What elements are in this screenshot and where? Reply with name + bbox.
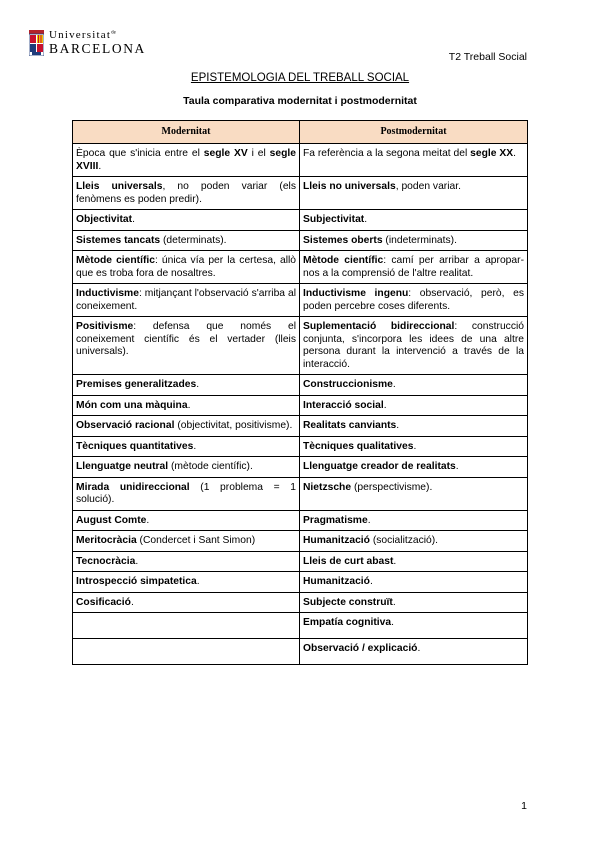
university-shield-icon [29,30,44,56]
table-row [73,510,528,531]
bold-term: Lleis de curt abast [303,555,394,567]
cell-text: (objectivitat, positivisme). [174,420,293,431]
postmodernitat-cell [300,510,528,531]
header-modernitat: Modernitat [73,121,300,144]
postmodernitat-cell [300,210,528,231]
modernitat-cell [73,436,300,457]
postmodernitat-cell [300,639,528,665]
postmodernitat-cell [300,317,528,375]
modernitat-cell [73,251,300,284]
cell-text: : observació, però, es poden percebre coses diferents. [303,288,524,312]
modernitat-cell [73,375,300,396]
modernitat-cell [73,210,300,231]
table-row [73,251,528,284]
modernitat-cell [73,177,300,210]
modernitat-cell [73,639,300,665]
table-row [73,395,528,416]
cell-text: . [130,596,134,608]
cell-text: . [196,379,200,390]
postmodernitat-cell [300,551,528,572]
table-row [73,639,528,665]
cell-text: , no poden variar (els fenòmens es poden predir). [76,181,296,205]
modernitat-cell [73,395,300,416]
table-row [73,613,528,639]
modernitat-cell [73,551,300,572]
bold-term: Humanització [303,576,370,587]
modernitat-cell [73,416,300,437]
postmodernitat-cell [300,375,528,396]
modernitat-cell [73,572,300,593]
cell-text: . [187,399,191,411]
cell-text: , poden variar. [395,181,461,192]
modernitat-cell [73,457,300,478]
cell-text: . [364,214,368,225]
cell-text: . [383,399,387,411]
table-row [73,210,528,231]
cell-text: . [391,617,394,628]
modernitat-cell [73,230,300,251]
cell-text: . [393,555,397,567]
table-row [73,144,528,177]
cell-text: (socialització). [369,535,439,546]
bold-term: Suplementació bidireccional [303,321,455,332]
modernitat-cell [73,477,300,510]
modernitat-cell [73,317,300,375]
postmodernitat-cell [300,436,528,457]
bold-term: Observació / explicació [303,643,418,654]
comparison-table [72,120,528,665]
table-row [73,572,528,593]
bold-term: segle XVIII [76,148,296,172]
table-row [73,375,528,396]
cell-text: . [132,214,135,225]
bold-term: Subjecte construït [303,596,393,608]
university-logo [29,30,146,56]
cell-text: (mètode científic). [168,461,253,472]
table-header-row [73,121,528,144]
table-row [73,284,528,317]
table-row [73,592,528,613]
postmodernitat-cell [300,395,528,416]
bold-term: Llenguatge creador de realitats [303,461,456,472]
bold-term: Inductivisme ingenu [303,288,409,299]
postmodernitat-cell [300,230,528,251]
course-label: T2 Treball Social [448,51,527,63]
bold-term: Interacció social [303,399,384,411]
bold-term: Lleis no universals [303,181,396,192]
bold-term: Observació racional [76,420,175,431]
cell-text: . [455,461,459,472]
cell-text: . [413,440,417,452]
bold-term: Subjectivitat [303,214,365,225]
postmodernitat-cell [300,177,528,210]
logo-line1-sup: de [111,30,116,36]
cell-text: (determinats). [160,234,227,246]
bold-term: Tecnocràcia [76,555,136,567]
table-row [73,457,528,478]
cell-text: : defensa que només el coneixement científic és el vertader (lleis universals). [76,321,296,357]
bold-term: Meritocràcia [76,535,137,546]
cell-text: . [98,160,102,172]
postmodernitat-cell [300,144,528,177]
bold-term: Lleis universals [76,181,163,192]
table-row [73,551,528,572]
table-row [73,177,528,210]
cell-text: . [396,420,400,431]
bold-term: Tècniques quantitatives [76,440,194,452]
cell-text: . [392,596,396,608]
cell-text: . [369,576,373,587]
page-subtitle: Taula comparativa modernitat i postmodernitat [183,95,417,107]
cell-text: (indeterminats). [382,234,457,246]
cell-text: . [392,379,396,390]
bold-term: Cosificació [76,596,131,608]
bold-term: Sistemes tancats [76,234,161,246]
bold-term: Humanització [303,535,370,546]
cell-text: . [417,643,421,654]
postmodernitat-cell [300,251,528,284]
table-row [73,477,528,510]
cell-text: : camí per arribar a apropar-nos a la comprensió de l'altre realitat. [303,255,524,279]
table-body [73,144,528,665]
cell-text: : única vía per la certesa, allò que es troba fora de nosaltres. [76,255,297,279]
postmodernitat-cell [300,572,528,593]
postmodernitat-cell [300,531,528,552]
postmodernitat-cell [300,457,528,478]
logo-line2: BARCELONA [49,41,146,57]
modernitat-cell [73,592,300,613]
cell-text: Fa referència a la segona meitat del [303,148,471,159]
bold-term: Nietzsche [303,481,352,493]
bold-term: Mirada unidireccional [76,481,190,493]
cell-text: . [196,576,200,587]
bold-term: Realitats canviants [303,420,397,431]
bold-term: Llenguatge neutral [76,461,169,472]
postmodernitat-cell [300,284,528,317]
bold-term: Mètode científic [76,255,155,266]
table-row [73,436,528,457]
cell-text: (Condercet i Sant Simon) [136,535,256,546]
cell-text: . [367,514,371,526]
cell-text: . [146,514,150,526]
cell-text: Època que s'inicia entre el [76,148,204,159]
modernitat-cell [73,510,300,531]
modernitat-cell [73,613,300,639]
postmodernitat-cell [300,477,528,510]
logo-line1: Universitat [49,29,112,42]
table-row [73,531,528,552]
table-row [73,317,528,375]
cell-text: : mitjançant l'observació s'arriba al coneixement. [76,288,296,312]
bold-term: segle XV [203,148,248,159]
cell-text: . [513,148,516,159]
cell-text: (1 problema = 1 solució). [76,481,296,505]
header-postmodernitat: Postmodernitat [300,121,528,144]
cell-text: i el [247,148,270,159]
postmodernitat-cell [300,416,528,437]
bold-term: Premises generalitzades [76,379,197,390]
bold-term: Construccionisme [303,379,393,390]
table-row [73,416,528,437]
bold-term: Empatía cognitiva [303,617,392,628]
bold-term: Món com una màquina [76,399,188,411]
bold-term: Positivisme [76,321,134,332]
bold-term: segle XX [470,148,514,159]
modernitat-cell [73,531,300,552]
bold-term: Introspecció simpatetica [76,576,197,587]
modernitat-cell [73,284,300,317]
bold-term: Mètode científic [303,255,384,266]
page-number: 1 [521,800,527,812]
table-row [73,230,528,251]
cell-text: : construcció conjunta, s'incorpora les idees de una altre persona durant la intervenció a través de la interacció. [303,321,524,370]
bold-term: Objectivitat [76,214,133,225]
modernitat-cell [73,144,300,177]
bold-term: Pragmatisme [303,514,368,526]
postmodernitat-cell [300,613,528,639]
bold-term: August Comte [76,514,147,526]
cell-text: . [135,555,139,567]
bold-term: Inductivisme [76,288,139,299]
page-title: EPISTEMOLOGIA DEL TREBALL SOCIAL [190,72,410,84]
cell-text: . [193,440,197,452]
bold-term: Tècniques qualitatives [303,440,414,452]
cell-text: (perspectivisme). [351,481,433,493]
postmodernitat-cell [300,592,528,613]
bold-term: Sistemes oberts [303,234,383,246]
